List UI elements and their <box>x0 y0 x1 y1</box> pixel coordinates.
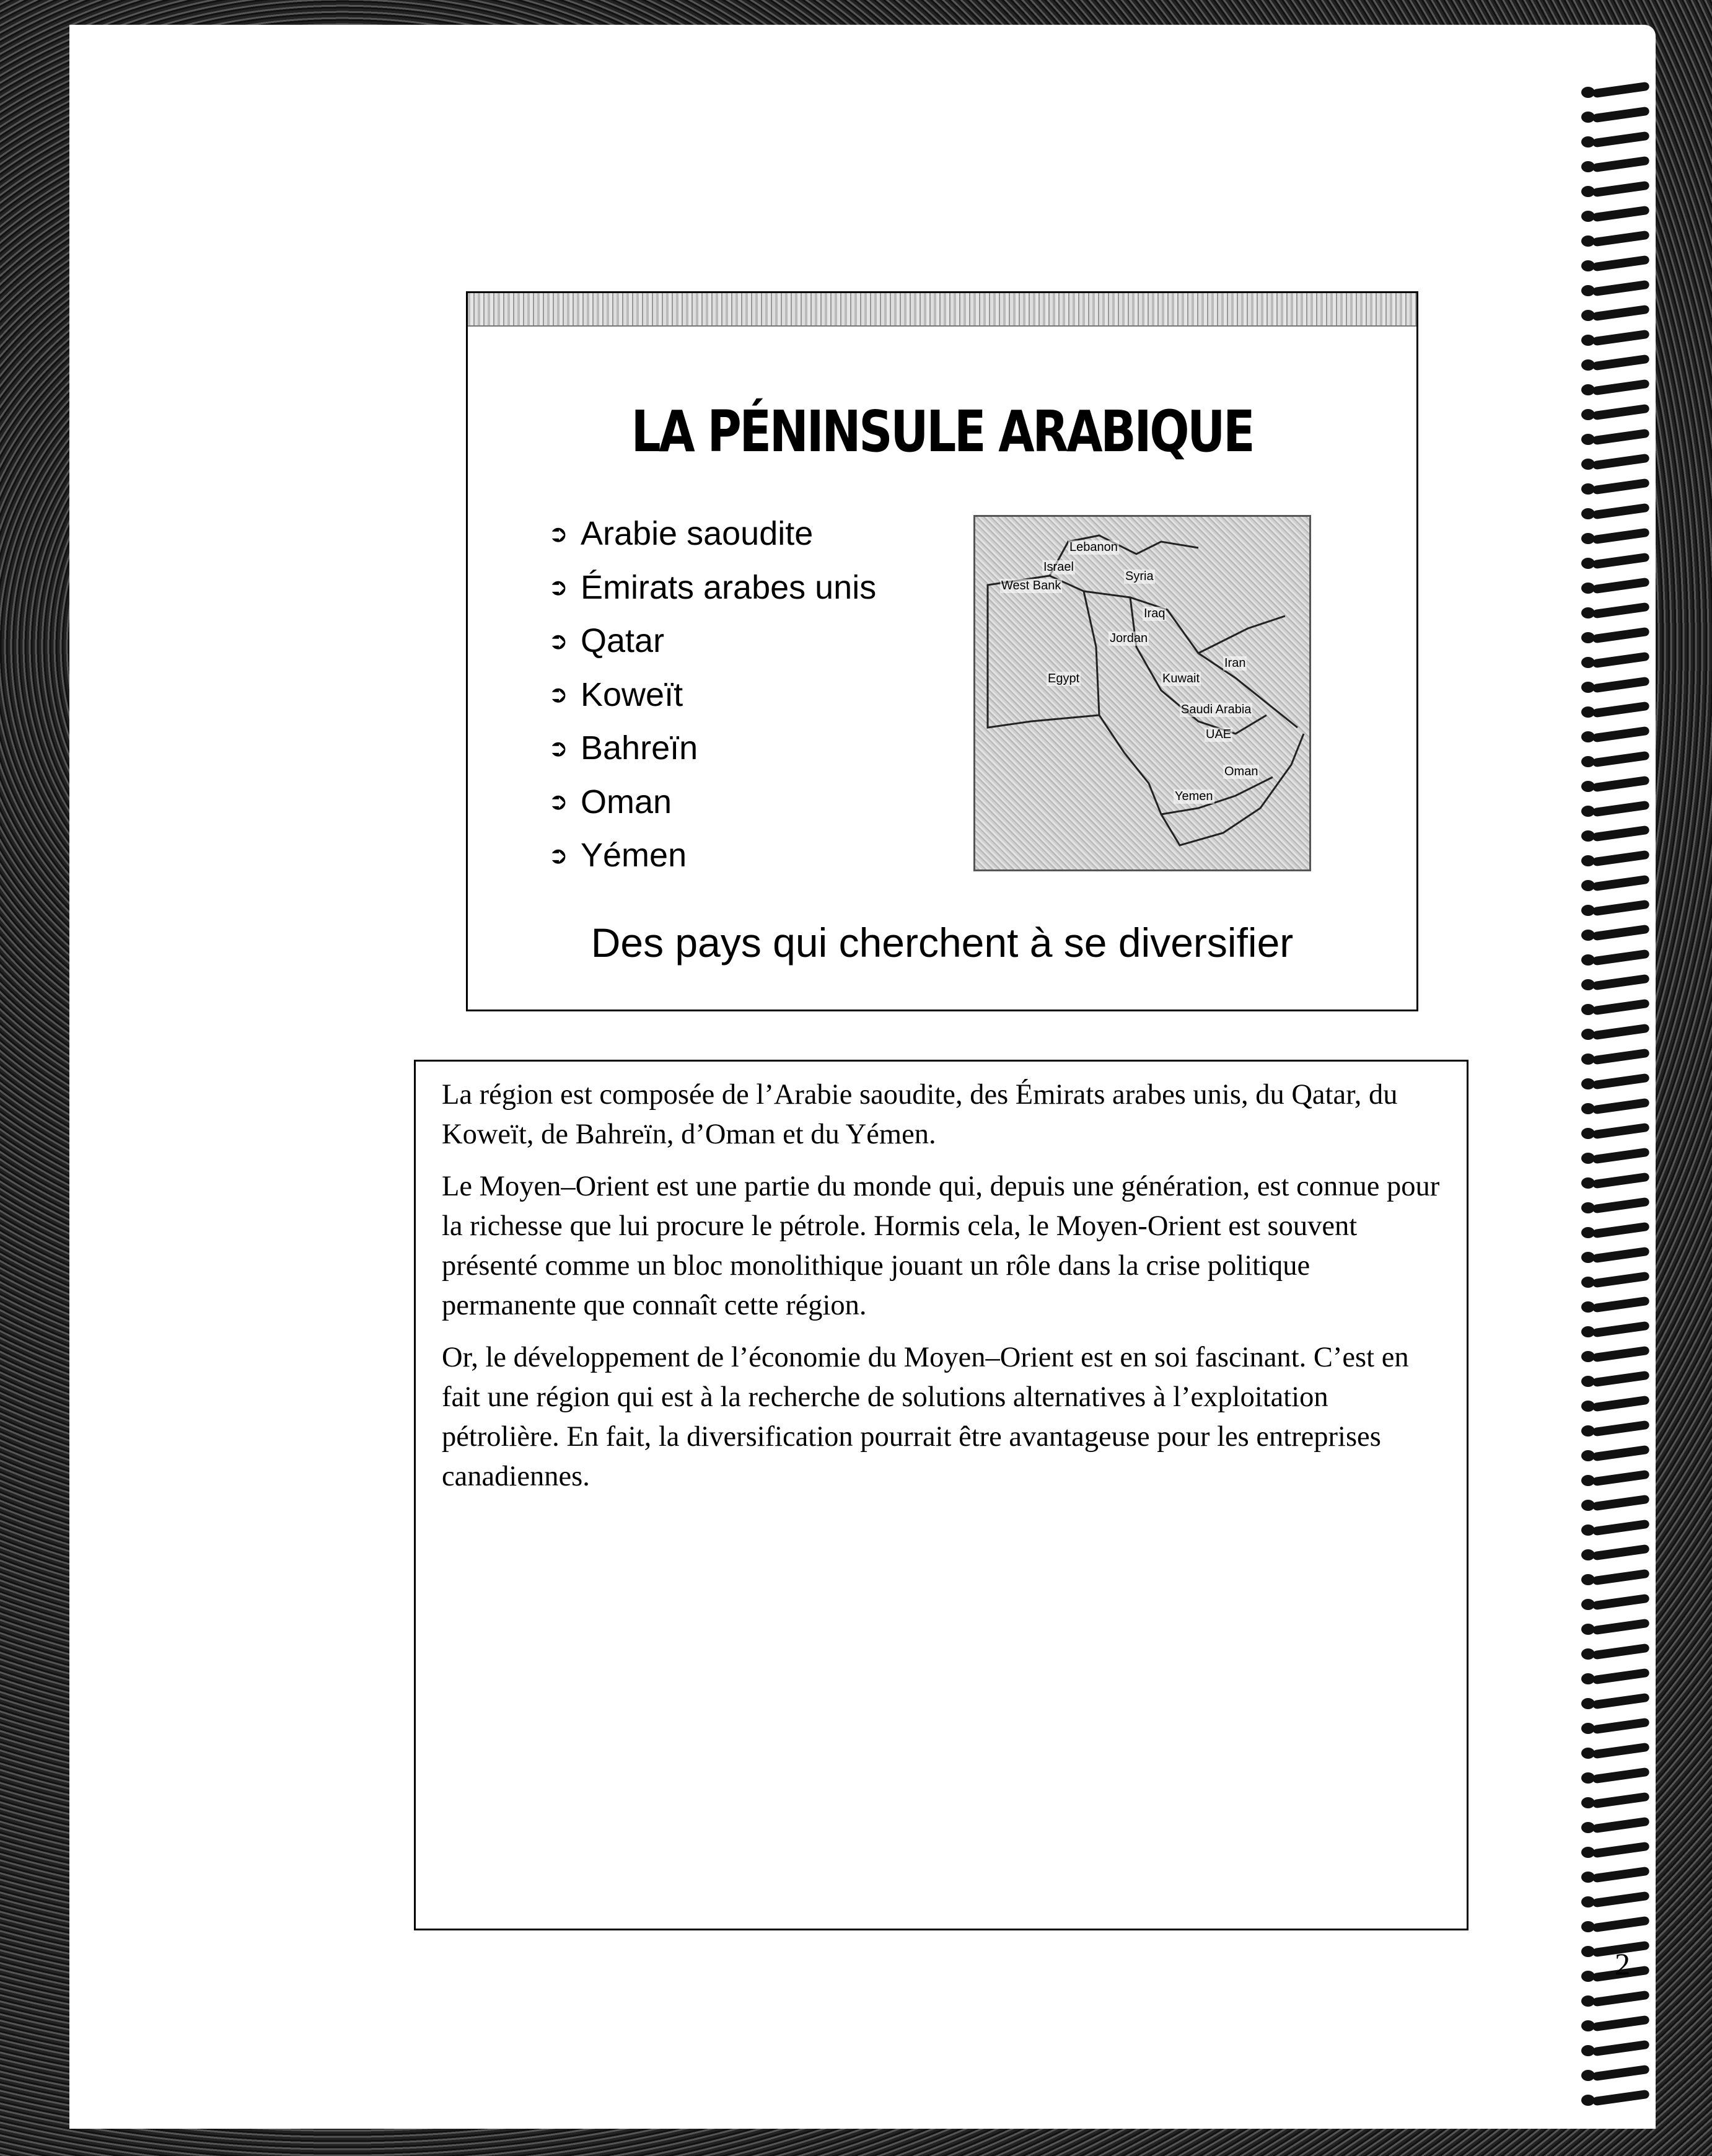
spiral-coil-icon <box>1581 1196 1653 1220</box>
spiral-coil-icon <box>1581 353 1653 377</box>
spiral-coil-icon <box>1581 2088 1653 2112</box>
list-item <box>548 829 876 882</box>
list-item <box>548 721 876 775</box>
spiral-coil-icon <box>1581 477 1653 501</box>
spiral-coil-icon <box>1581 1642 1653 1666</box>
spiral-coil-icon <box>1581 1122 1653 1145</box>
map-label-yemen: Yemen <box>1175 790 1213 803</box>
spiral-binding <box>1581 81 1656 2113</box>
country-list <box>548 507 876 882</box>
spiral-coil-icon <box>1581 923 1653 947</box>
arrow-bullet-icon: ➲ <box>548 628 568 654</box>
spiral-coil-icon <box>1581 1394 1653 1418</box>
spiral-coil-icon <box>1581 527 1653 550</box>
spiral-coil-icon <box>1581 799 1653 823</box>
spiral-coil-icon <box>1581 849 1653 873</box>
spiral-coil-icon <box>1581 1568 1653 1591</box>
spiral-coil-icon <box>1581 1072 1653 1096</box>
spiral-coil-icon <box>1581 1444 1653 1467</box>
spiral-coil-icon <box>1581 973 1653 997</box>
map-label-israel: Israel <box>1043 560 1074 574</box>
notes-paragraph: Le Moyen–Orient est une partie du monde qui, depuis une génération, est connue pour la richesse que lui procure le pétrole. Hormis cela, le Moyen-Orient est souvent présenté comme un bloc monolithique jouant un rôle dans la crise politique permanente que connaît cette région. <box>442 1171 1440 1321</box>
map-label-oman: Oman <box>1224 765 1258 778</box>
document-page <box>69 25 1656 2129</box>
spiral-coil-icon <box>1581 1841 1653 1864</box>
map-label-syria: Syria <box>1125 570 1154 583</box>
spiral-coil-icon <box>1581 1865 1653 1889</box>
arrow-bullet-icon: ➲ <box>548 682 568 708</box>
spiral-coil-icon <box>1581 998 1653 1021</box>
map-label-kuwait: Kuwait <box>1162 672 1200 685</box>
spiral-coil-icon <box>1581 1345 1653 1368</box>
country-name: Émirats arabes unis <box>581 568 877 606</box>
slide-title: LA PÉNINSULE ARABIQUE <box>631 398 1253 465</box>
spiral-coil-icon <box>1581 1246 1653 1269</box>
slide-frame <box>466 291 1418 1011</box>
spiral-coil-icon <box>1581 1047 1653 1071</box>
list-item <box>548 507 876 561</box>
spiral-coil-icon <box>1581 254 1653 278</box>
map-label-jordan: Jordan <box>1110 631 1148 645</box>
notes-box <box>414 1060 1468 1930</box>
spiral-coil-icon <box>1581 1171 1653 1195</box>
spiral-coil-icon <box>1581 1097 1653 1120</box>
spiral-coil-icon <box>1581 552 1653 575</box>
arrow-bullet-icon: ➲ <box>548 521 568 547</box>
spiral-coil-icon <box>1581 229 1653 253</box>
spiral-coil-icon <box>1581 452 1653 476</box>
slide-subtitle: Des pays qui cherchent à se diversifier <box>590 920 1294 966</box>
map-label-egypt: Egypt <box>1048 672 1080 685</box>
country-name: Qatar <box>581 622 665 660</box>
spiral-coil-icon <box>1581 1816 1653 1839</box>
spiral-coil-icon <box>1581 1494 1653 1517</box>
spiral-coil-icon <box>1581 651 1653 674</box>
spiral-coil-icon <box>1581 775 1653 798</box>
map-label-west-bank: West Bank <box>1001 579 1061 592</box>
spiral-coil-icon <box>1581 1593 1653 1616</box>
slide-header-bar <box>468 293 1416 327</box>
country-name: Arabie saoudite <box>581 515 814 553</box>
spiral-coil-icon <box>1581 1717 1653 1740</box>
spiral-coil-icon <box>1581 601 1653 625</box>
arabian-peninsula-map <box>973 515 1311 871</box>
spiral-coil-icon <box>1581 279 1653 302</box>
spiral-coil-icon <box>1581 1543 1653 1567</box>
spiral-coil-icon <box>1581 1518 1653 1542</box>
spiral-coil-icon <box>1581 2064 1653 2087</box>
country-name: Koweït <box>581 675 683 713</box>
spiral-coil-icon <box>1581 328 1653 352</box>
spiral-coil-icon <box>1581 874 1653 897</box>
notes-paragraph: Or, le développement de l’économie du Moyen–Orient est en soi fascinant. C’est en fait une région qui est à la recherche de solutions alternatives à l’exploitation pétrolière. En fait, la diversification pourrait être avantageuse pour les entreprises canadiennes. <box>442 1342 1409 1492</box>
spiral-coil-icon <box>1581 1320 1653 1344</box>
spiral-coil-icon <box>1581 1146 1653 1170</box>
spiral-coil-icon <box>1581 576 1653 600</box>
spiral-coil-icon <box>1581 725 1653 749</box>
spiral-coil-icon <box>1581 1667 1653 1691</box>
arrow-bullet-icon: ➲ <box>548 574 568 601</box>
map-label-uae: UAE <box>1206 728 1232 741</box>
spiral-coil-icon <box>1581 155 1653 178</box>
spiral-coil-icon <box>1581 81 1653 104</box>
spiral-coil-icon <box>1581 899 1653 922</box>
spiral-coil-icon <box>1581 130 1653 154</box>
spiral-coil-icon <box>1581 205 1653 228</box>
arrow-bullet-icon: ➲ <box>548 842 568 869</box>
spiral-coil-icon <box>1581 1370 1653 1393</box>
spiral-coil-icon <box>1581 1295 1653 1319</box>
spiral-coil-icon <box>1581 700 1653 724</box>
list-item <box>548 614 876 668</box>
spiral-coil-icon <box>1581 428 1653 451</box>
spiral-coil-icon <box>1581 2039 1653 2062</box>
spiral-coil-icon <box>1581 948 1653 972</box>
spiral-coil-icon <box>1581 1791 1653 1815</box>
country-name: Yémen <box>581 837 687 874</box>
spiral-coil-icon <box>1581 1023 1653 1046</box>
map-label-iraq: Iraq <box>1144 607 1165 620</box>
spiral-coil-icon <box>1581 304 1653 327</box>
spiral-coil-icon <box>1581 1741 1653 1765</box>
spiral-coil-icon <box>1581 1221 1653 1244</box>
map-label-iran: Iran <box>1224 656 1246 670</box>
spiral-coil-icon <box>1581 1270 1653 1294</box>
spiral-coil-icon <box>1581 2014 1653 2038</box>
spiral-coil-icon <box>1581 1469 1653 1492</box>
spiral-coil-icon <box>1581 502 1653 526</box>
spiral-coil-icon <box>1581 1692 1653 1715</box>
spiral-coil-icon <box>1581 675 1653 699</box>
spiral-coil-icon <box>1581 1915 1653 1938</box>
spiral-coil-icon <box>1581 824 1653 848</box>
spiral-coil-icon <box>1581 1890 1653 1914</box>
spiral-coil-icon <box>1581 1419 1653 1443</box>
list-item <box>548 668 876 722</box>
spiral-coil-icon <box>1581 750 1653 773</box>
country-name: Oman <box>581 783 672 821</box>
spiral-coil-icon <box>1581 626 1653 649</box>
spiral-coil-icon <box>1581 378 1653 402</box>
arrow-bullet-icon: ➲ <box>548 735 568 762</box>
spiral-coil-icon <box>1581 105 1653 129</box>
spiral-coil-icon <box>1581 1989 1653 2013</box>
arrow-bullet-icon: ➲ <box>548 789 568 816</box>
map-label-saudi-arabia: Saudi Arabia <box>1181 703 1252 716</box>
list-item <box>548 775 876 829</box>
country-name: Bahreïn <box>581 729 698 767</box>
map-label-lebanon: Lebanon <box>1069 540 1118 554</box>
notes-paragraph: La région est composée de l’Arabie saoudite, des Émirats arabes unis, du Qatar, du Koweït, de Bahreïn, d’Oman et du Yémen. <box>442 1079 1398 1150</box>
spiral-coil-icon <box>1581 180 1653 203</box>
spiral-coil-icon <box>1581 403 1653 426</box>
spiral-coil-icon <box>1581 1766 1653 1790</box>
spiral-coil-icon <box>1581 1617 1653 1641</box>
page-number: 2 <box>1615 1947 1630 1981</box>
list-item <box>548 561 876 615</box>
